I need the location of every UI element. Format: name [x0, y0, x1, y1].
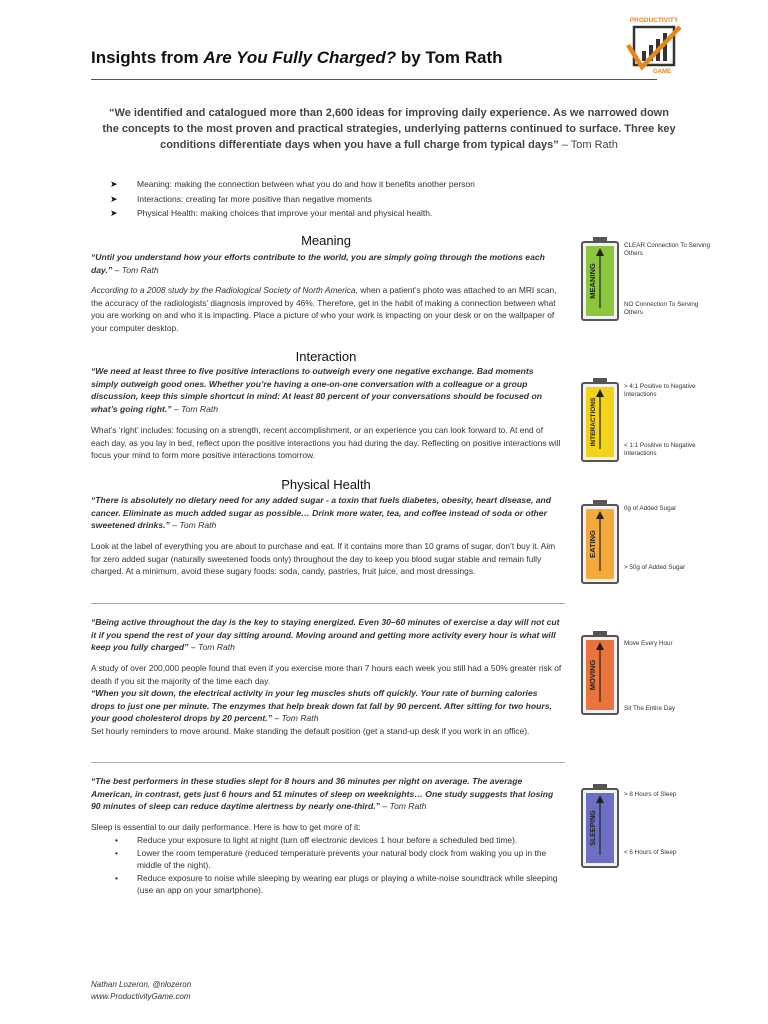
sleeping-bottom-label: < 6 Hours of Sleep [624, 849, 677, 856]
meaning-quote: “Until you understand how your efforts contribute to the world, you are simply going through the motions each day.” – Tom Rath [91, 252, 545, 275]
sleeping-intro: Sleep is essential to our daily performance. Here is how to get more of it: [91, 822, 361, 832]
physical-paragraph: Look at the label of everything you are about to purchase and eat. If it contains more than 10 grams of sugar, don’t buy it. Aim for zero added sugar (naturally sweetened foods only) throughout the day to keep you blood sugar stable and remain fully charged. At a minimum, avoid these sugary foods: soda, candy, pastries, fruit juice, and most dressings. [91, 541, 556, 577]
title-divider [91, 79, 657, 80]
section-heading-interaction: Interaction [295, 349, 357, 364]
list-item: • Reduce exposure to noise while sleeping by wearing ear plugs or playing a white-noise soundtrack while sleeping (use an app on your smartphone). [91, 872, 561, 897]
interaction-quote: “We need at least three to five positive interactions to outweigh every one negative exchange. Bad moments simply outweigh good ones. Whether you’re having a one-on-one conversation with a colleague or a group discussion, keep this simple shortcut in mind: At least 80 percent of your conversations should be focused on what’s going right.” – Tom Rath [91, 366, 542, 414]
footer [91, 979, 191, 1003]
moving-battery-label: MOVING [588, 659, 597, 691]
footer-website[interactable]: www.ProductivityGame.com [91, 992, 191, 1001]
interaction-paragraph: What’s ‘right’ includes: focusing on a strength, recent accomplishment, or an experience you can look forward to. At end of each day, as you lay in bed, reflect upon the positive interactions you had during the day. Reflecting on positive interactions will focus your mind to form more positive interactions tomorrow. [91, 425, 561, 461]
eating-battery-label: EATING [588, 530, 597, 558]
logo-text-bottom: GAME [653, 69, 671, 75]
meaning-paragraph: According to a 2008 study by the Radiological Society of North America, when a patient’s photo was attached to an MRI scan, the accuracy of the radiologists’ diagnosis improved by 46%. Therefore, get in the habit of making a connection between what you are working on and who it is impacting. Place a picture of who your work is impacting on your desk or on the wallpaper of your computer desktop. [91, 285, 557, 333]
moving-quote-2: “When you sit down, the electrical activity in your leg muscles shuts off quickly. Your rate of burning calories drops to just one per minute. The enzymes that help break down fat fall by 90 percent. After sitting for two hours, your good cholesterol drops by 20 percent.” – Tom Rath [91, 688, 552, 723]
interaction-top-label: > 4:1 Positive to Negative Interactions [624, 383, 696, 398]
book-title: Are You Fully Charged? [203, 48, 397, 67]
logo-text-top: PRODUCTIVITY [629, 17, 679, 24]
moving-battery-icon [580, 630, 620, 716]
list-item: • Reduce your exposure to light at night (turn off electronic devices 1 hour before a scheduled bed time). [91, 834, 561, 847]
summary-item: ➤ Interactions: creating far more positive than negative moments [110, 192, 630, 207]
sleeping-top-label: > 8 Hours of Sleep [624, 791, 677, 798]
list-item: • Lower the room temperature (reduced temperature prevents your natural body clock from waking you up in the middle of the night). [91, 847, 561, 872]
meaning-battery-icon [580, 236, 620, 322]
interactions-battery-icon [580, 377, 620, 463]
interactions-battery-label: INTERACTIONS [590, 397, 597, 447]
footer-author: Nathan Lozeron, @nlozeron [91, 980, 192, 989]
summary-item: ➤ Meaning: making the connection between what you do and how it benefits another person [110, 177, 630, 192]
interaction-bottom-label: < 1:1 Positive to Negative Interactions [624, 442, 696, 457]
moving-quote: “Being active throughout the day is the key to staying energized. Even 30–60 minutes of exercise a day will not cut it if you spend the rest of your day sitting around. Moving around and getting more activity every hour is what will keep you fully charged” – Tom Rath [91, 617, 560, 652]
section-heading-meaning: Meaning [301, 233, 351, 248]
productivity-game-logo [622, 15, 686, 75]
physical-top-label: 0g of Added Sugar [624, 505, 677, 512]
sleeping-battery-icon [580, 783, 620, 869]
moving-bottom-label: Sit The Entire Day [624, 705, 675, 712]
meaning-bottom-label: NO Connection To Serving Others [624, 301, 699, 316]
section-divider [91, 762, 565, 763]
sleeping-battery-label: SLEEPING [590, 810, 597, 846]
meaning-top-label: CLEAR Connection To Serving Others [624, 242, 710, 257]
sleeping-quote: “The best performers in these studies slept for 8 hours and 36 minutes per night on average. The average American, in contrast, gets just 6 hours and 51 minutes of sleep on weeknights… One study suggests that losing 90 minutes of sleep can reduce daytime alertness by nearly one-third.” – Tom Rath [91, 776, 554, 811]
section-heading-physical-health: Physical Health [281, 477, 371, 492]
moving-top-label: Move Every Hour [624, 640, 673, 647]
summary-item: ➤ Physical Health: making choices that improve your mental and physical health. [110, 206, 630, 221]
moving-paragraph-2: Set hourly reminders to move around. Make standing the default position (get a stand-up desk if you work in an office). [91, 726, 530, 736]
meaning-battery-label: MEANING [588, 263, 597, 299]
physical-bottom-label: > 50g of Added Sugar [624, 564, 686, 571]
physical-quote: “There is absolutely no dietary need for any added sugar - a toxin that fuels diabetes, obesity, heart disease, and cancer. Eliminate as much added sugar as possible… Drink more water, tea, and coffee instead of soda or other sweetened drinks.” – Tom Rath [91, 495, 552, 530]
page-title: Insights from Are You Fully Charged? by Tom Rath [91, 48, 503, 67]
section-divider [91, 603, 565, 604]
summary-list [110, 177, 630, 221]
sleeping-tips-list [91, 834, 561, 897]
moving-paragraph: A study of over 200,000 people found that even if you exercise more than 7 hours each week you still had a 50% greater risk of death if you sit the majority of the time each day. [91, 663, 562, 686]
intro-quote: “We identified and catalogued more than 2,600 ideas for improving daily experience. As we narrowed down the concepts to the most proven and practical strategies, underlying patterns continued to surface. Three key conditions differentiate days when you have a full charge from typical days” – Tom Rath [102, 107, 676, 151]
eating-battery-icon [580, 499, 620, 585]
